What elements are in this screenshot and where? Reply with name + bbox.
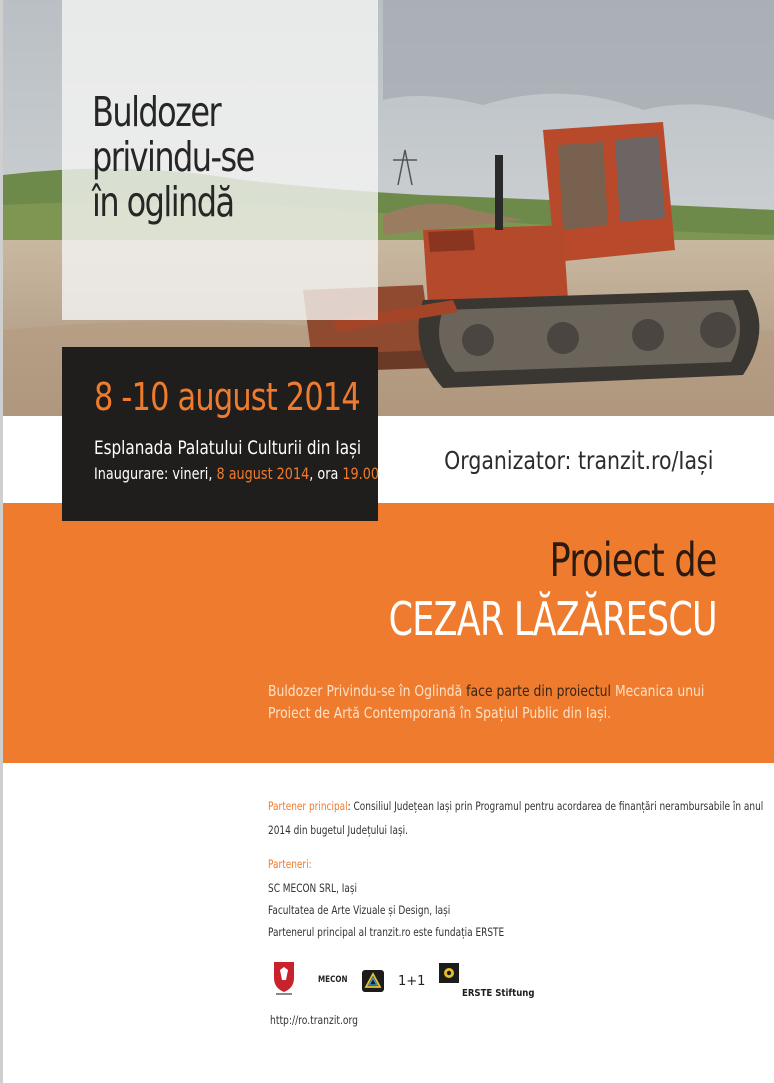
partner-2: Facultatea de Arte Vizuale și Design, Iași bbox=[268, 903, 451, 917]
title-line-2: privindu-se bbox=[92, 133, 254, 181]
organizer-label: Organizator: tranzit.ro/Iași bbox=[443, 446, 713, 475]
county-council-logo bbox=[272, 960, 296, 1003]
partners-label: Parteneri: bbox=[268, 857, 312, 871]
inauguration-time: 19.00 bbox=[342, 464, 380, 483]
title-line-1: Buldozer bbox=[92, 88, 221, 136]
event-dates: 8 -10 august 2014 bbox=[94, 375, 360, 419]
page-title bbox=[92, 90, 254, 225]
one-plus-one-logo: 1+1 bbox=[398, 974, 426, 989]
inauguration-prefix: Inaugurare: vineri, bbox=[94, 464, 217, 483]
description-connector: face parte din proiectul bbox=[466, 682, 615, 700]
inauguration-date: 8 august 2014 bbox=[216, 464, 310, 483]
inauguration-line bbox=[94, 464, 379, 483]
event-venue: Esplanada Palatului Culturii din Iași bbox=[94, 437, 362, 459]
partner-3: Partenerul principal al tranzit.ro este fundația ERSTE bbox=[268, 925, 505, 939]
description-title: Buldozer Privindu-se în Oglindă bbox=[268, 682, 467, 700]
website-url[interactable]: http://ro.tranzit.org bbox=[270, 1013, 359, 1027]
arts-faculty-logo bbox=[362, 970, 384, 997]
main-partner-text: : Consiliul Județean Iași prin Programul pentru acordarea de finanțări nerambursabile în anul bbox=[347, 799, 764, 813]
title-line-3: în oglindă bbox=[92, 178, 234, 226]
partner-1: SC MECON SRL, Iași bbox=[268, 881, 358, 895]
main-partner-text-2: 2014 din bugetul Județului Iași. bbox=[268, 823, 408, 837]
project-label: Proiect de bbox=[550, 533, 717, 587]
inauguration-middle: , ora bbox=[309, 464, 343, 483]
description-end: . bbox=[607, 704, 612, 722]
event-info-panel bbox=[62, 347, 378, 521]
artist-name: CEZAR LĂZĂRESCU bbox=[388, 592, 717, 646]
project-description bbox=[268, 680, 716, 724]
description-project: Mecanica unui Proiect de Artă Contemporană în Spațiul Public din Iași bbox=[268, 682, 705, 722]
erste-symbol-icon bbox=[439, 963, 459, 988]
title-panel bbox=[62, 0, 378, 320]
mecon-logo: MECON bbox=[318, 975, 348, 985]
main-partner-line bbox=[268, 799, 763, 813]
main-partner-label: Partener principal bbox=[268, 799, 348, 813]
erste-logo: ERSTE Stiftung bbox=[462, 988, 535, 999]
